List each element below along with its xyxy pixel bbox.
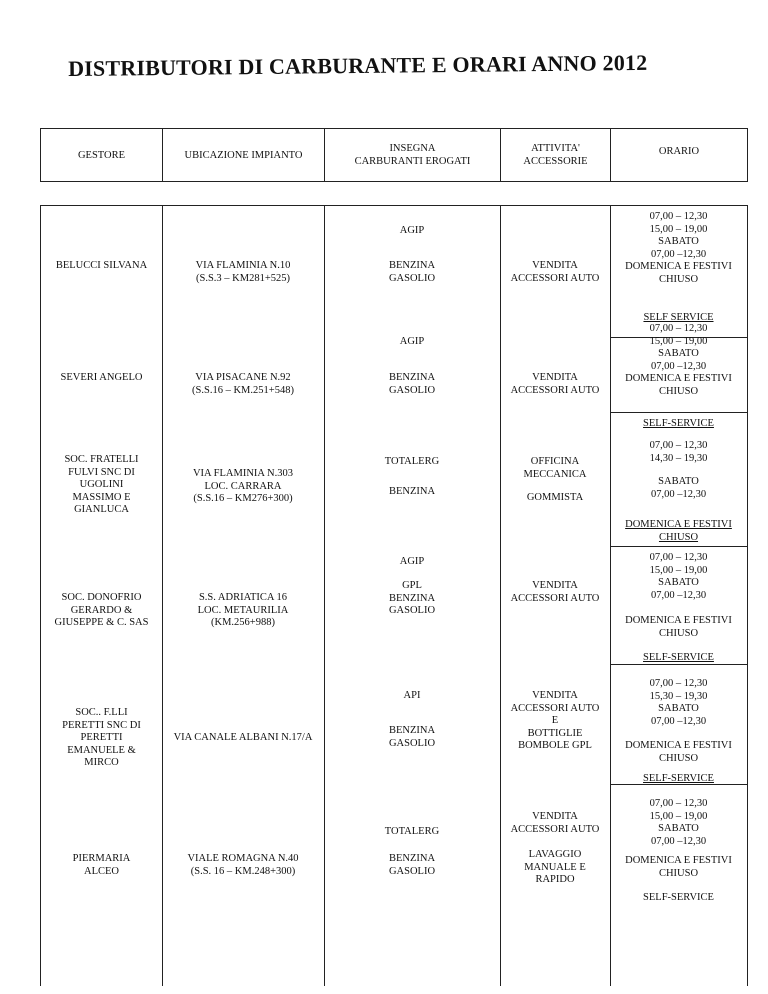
note-cell: DOMENICA E FESTIVI CHIUSO bbox=[625, 519, 732, 543]
gestore-cell: SOC. FRATELLI FULVI SNC DI UGOLINI MASSIMO E GIANLUCA bbox=[64, 454, 139, 515]
note-cell: SELF-SERVICE bbox=[643, 418, 714, 429]
brand-cell: AGIP bbox=[399, 336, 425, 347]
attivita-cell: VENDITA ACCESSORI AUTO E BOTTIGLIE BOMBOLE GPL bbox=[510, 690, 600, 751]
note-cell: SELF-SERVICE bbox=[643, 773, 714, 784]
orario-cell: DOMENICA E FESTIVI CHIUSO bbox=[625, 855, 732, 879]
fuel-cell: GPL BENZINA GASOLIO bbox=[388, 580, 436, 616]
orario-cell: DOMENICA E FESTIVI CHIUSO bbox=[625, 740, 732, 764]
page-title: DISTRIBUTORI DI CARBURANTE E ORARI ANNO 2012 bbox=[68, 49, 648, 81]
ubicazione-cell: VIA PISACANE N.92 (S.S.16 – KM.251+548) bbox=[192, 372, 294, 396]
orario-cell: 07,00 – 12,30 15,00 – 19,00 SABATO 07,00 –12,30 bbox=[649, 552, 708, 601]
fuel-cell: BENZINA GASOLIO bbox=[388, 372, 436, 396]
attivita-cell: VENDITA ACCESSORI AUTO bbox=[510, 260, 600, 284]
brand-cell: AGIP bbox=[399, 225, 425, 236]
note-cell: SELF-SERVICE bbox=[643, 892, 714, 903]
ubicazione-cell: VIALE ROMAGNA N.40 (S.S. 16 – KM.248+300) bbox=[187, 853, 299, 877]
fuel-cell: BENZINA bbox=[388, 486, 436, 497]
fuel-cell: BENZINA GASOLIO bbox=[388, 260, 436, 284]
header-ubicazione: UBICAZIONE IMPIANTO bbox=[163, 129, 325, 181]
note-cell: SELF SERVICE bbox=[643, 312, 714, 323]
row-divider bbox=[610, 546, 747, 547]
fuel-cell: BENZINA GASOLIO bbox=[388, 725, 436, 749]
orario-cell: SABATO 07,00 –12,30 bbox=[650, 476, 707, 500]
brand-cell: AGIP bbox=[399, 556, 425, 567]
orario-cell: 07,00 – 12,30 14,30 – 19,30 bbox=[649, 440, 708, 464]
header-orario: ORARIO bbox=[658, 146, 700, 157]
note-cell: SELF-SERVICE bbox=[643, 652, 714, 663]
orario-cell: 07,00 – 12,30 15,00 – 19,00 SABATO 07,00 –12,30 DOMENICA E FESTIVI CHIUSO bbox=[625, 211, 732, 285]
attivita-cell: VENDITA ACCESSORI AUTO bbox=[510, 811, 600, 835]
header-attivita: ATTIVITA' ACCESSORIE bbox=[501, 129, 611, 181]
attivita-cell: OFFICINA MECCANICA bbox=[523, 456, 587, 480]
gestore-cell: SOC.. F.LLI PERETTI SNC DI PERETTI EMANUELE & MIRCO bbox=[62, 707, 141, 768]
stations-table bbox=[40, 205, 748, 986]
gestore-cell: BELUCCI SILVANA bbox=[55, 260, 148, 271]
brand-cell: TOTALERG bbox=[384, 826, 440, 837]
gestore-cell: SEVERI ANGELO bbox=[60, 372, 143, 383]
gestore-cell: SOC. DONOFRIO GERARDO & GIUSEPPE & C. SAS bbox=[54, 592, 149, 628]
ubicazione-cell: VIA CANALE ALBANI N.17/A bbox=[173, 732, 313, 743]
header-insegna: INSEGNA CARBURANTI EROGATI bbox=[325, 129, 501, 181]
attivita-cell: VENDITA ACCESSORI AUTO bbox=[510, 372, 600, 396]
gestore-cell: PIERMARIA ALCEO bbox=[72, 853, 131, 877]
attivita-cell: VENDITA ACCESSORI AUTO bbox=[510, 580, 600, 604]
fuel-cell: BENZINA GASOLIO bbox=[388, 853, 436, 877]
ubicazione-cell: S.S. ADRIATICA 16 LOC. METAURILIA (KM.256+988) bbox=[197, 592, 289, 628]
brand-cell: API bbox=[403, 690, 421, 701]
header-gestore: GESTORE bbox=[41, 129, 163, 181]
orario-cell: DOMENICA E FESTIVI CHIUSO bbox=[625, 615, 732, 639]
attivita-cell: GOMMISTA bbox=[526, 492, 584, 503]
orario-cell: 07,00 – 12,30 15,00 – 19,00 SABATO 07,00 –12,30 DOMENICA E FESTIVI CHIUSO bbox=[625, 323, 732, 397]
attivita-cell: LAVAGGIO MANUALE E RAPIDO bbox=[524, 849, 586, 885]
ubicazione-cell: VIA FLAMINIA N.303 LOC. CARRARA (S.S.16 – KM276+300) bbox=[192, 468, 294, 504]
ubicazione-cell: VIA FLAMINIA N.10 (S.S.3 – KM281+525) bbox=[195, 260, 291, 284]
orario-cell: 07,00 – 12,30 15,00 – 19,00 SABATO 07,00 –12,30 bbox=[649, 798, 708, 847]
orario-cell: 07,00 – 12,30 15,30 – 19,30 SABATO 07,00 –12,30 bbox=[649, 678, 708, 727]
row-divider bbox=[610, 412, 747, 413]
table-header bbox=[40, 128, 748, 182]
brand-cell: TOTALERG bbox=[384, 456, 440, 467]
